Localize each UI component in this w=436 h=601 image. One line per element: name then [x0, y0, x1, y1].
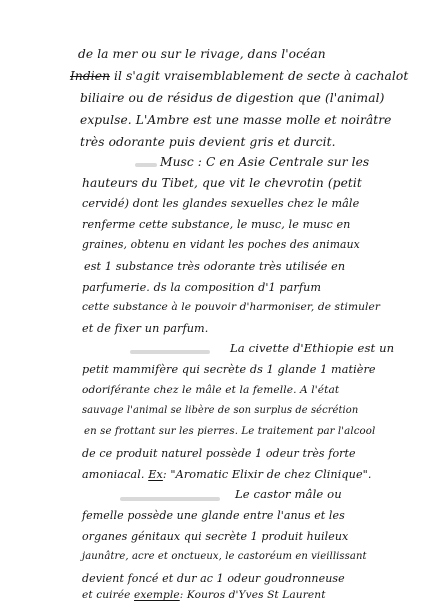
- text-line: La civette d'Ethiopie est un: [230, 341, 395, 355]
- text-line: [82, 469, 372, 480]
- text-line: jaunâtre, acre et onctueux, le castoréum en vieillissant: [82, 551, 367, 562]
- text-line: [82, 590, 326, 601]
- text-line: odoriférante chez le mâle et la femelle. A l'état: [82, 384, 340, 396]
- text-line: hauteurs du Tibet, que vit le chevrotin (petit: [82, 176, 362, 190]
- text-line: femelle possède une glande entre l'anus et les: [82, 509, 345, 522]
- text-line: cervidé) dont les glandes sexuelles chez le mâle: [82, 197, 360, 210]
- text-line: graines, obtenu en vidant les poches des animaux: [82, 238, 360, 251]
- text-line: Musc : C en Asie Centrale sur les: [160, 155, 370, 169]
- text-line: est 1 substance très odorante très utilisée en: [84, 260, 346, 273]
- text-line: petit mammifère qui secrète ds 1 glande 1 matière: [82, 363, 376, 376]
- text-line: expulse. L'Ambre est une masse molle et noirâtre: [80, 113, 392, 127]
- text-line: en se frottant sur les pierres. Le traitement par l'alcool: [84, 426, 376, 437]
- text-line: très odorante puis devient gris et durcit.: [80, 135, 336, 149]
- eraser-smudge: [135, 163, 157, 167]
- text-line: renferme cette substance, le musc, le musc en: [82, 218, 351, 231]
- text-line: Le castor mâle ou: [235, 487, 342, 501]
- text-line: et de fixer un parfum.: [82, 322, 209, 335]
- text-fragment: amoniacal.: [82, 468, 149, 481]
- text-line: parfumerie. ds la composition d'1 parfum: [82, 281, 322, 294]
- text-line: biliaire ou de résidus de digestion que (l'animal): [80, 91, 385, 105]
- text-line: [70, 70, 408, 82]
- text-fragment: : Kouros d'Yves St Laurent: [179, 589, 326, 601]
- text-line: cette substance à le pouvoir d'harmoniser, de stimuler: [82, 301, 381, 313]
- text-line: devient foncé et dur ac 1 odeur goudronneuse: [82, 572, 345, 585]
- text-line: de la mer ou sur le rivage, dans l'océan: [78, 47, 326, 61]
- example-label: Ex: [148, 468, 163, 481]
- text-fragment: : "Aromatic Elixir de chez Clinique".: [162, 468, 372, 481]
- text-fragment: et cuirée: [82, 589, 135, 601]
- example-label: exemple: [134, 589, 180, 601]
- text-line: de ce produit naturel possède 1 odeur très forte: [82, 447, 356, 460]
- text-fragment: Indien: [70, 69, 111, 83]
- text-line: organes génitaux qui secrète 1 produit huileux: [82, 530, 349, 543]
- text-line: sauvage l'animal se libère de son surplus de sécrétion: [82, 405, 359, 416]
- eraser-smudge: [120, 497, 220, 501]
- eraser-smudge: [130, 350, 210, 354]
- text-fragment: il s'agit vraisemblablement de secte à cachalot: [110, 69, 409, 83]
